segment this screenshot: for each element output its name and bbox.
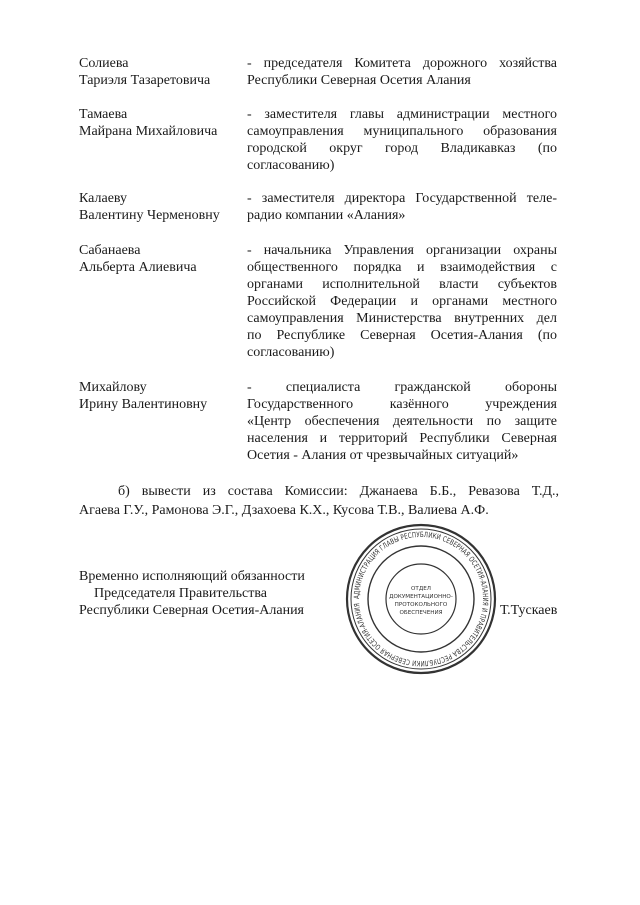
role-line: «Центр обеспечения деятельности по защите <box>247 414 557 429</box>
role-line: - заместителя директора Государственной теле- <box>247 191 557 206</box>
signer-name: Т.Тускаев <box>500 603 558 618</box>
signer-position <box>79 568 339 619</box>
member-name <box>79 106 244 140</box>
member-name <box>79 190 244 224</box>
role-line: городской округ город Владикавказ (по <box>247 141 557 156</box>
member-role <box>247 55 557 89</box>
member-role <box>247 242 557 361</box>
seal-center-line: ОБЕСПЕЧЕНИЯ <box>399 610 443 616</box>
signer-position-line: Председателя Правительства <box>94 586 268 601</box>
role-line: самоуправления Министерства внутренних дел <box>247 311 557 326</box>
role-line: согласованию) <box>247 158 335 173</box>
official-seal <box>344 522 498 676</box>
member-surname: Калаеву <box>79 191 128 206</box>
role-line: Осетия - Алания от чрезвычайных ситуаций» <box>247 448 519 463</box>
seal-center-line: ДОКУМЕНТАЦИОННО- <box>389 594 453 600</box>
member-given-names: Альберта Алиевича <box>79 260 197 275</box>
member-role <box>247 190 557 224</box>
seal-center-line: ПРОТОКОЛЬНОГО <box>394 602 448 608</box>
member-role <box>247 379 557 464</box>
role-line: по Республике Северная Осетия-Алания (по <box>247 328 557 343</box>
member-role <box>247 106 557 174</box>
seal-ring-textpath: АДМИНИСТРАЦИЯ ГЛАВЫ РЕСПУБЛИКИ СЕВЕРНАЯ ОСЕТИЯ-АЛАНИЯ И ПРАВИТЕЛЬСТВА РЕСПУБЛИКИ СЕВЕРНАЯ ОСЕТИЯ-АЛАНИЯ <box>351 529 491 669</box>
role-line: населения и территорий Республики Северная <box>247 431 557 446</box>
member-given-names: Ирину Валентиновну <box>79 397 208 412</box>
paragraph-line: б) вывести из состава Комиссии: Джанаева Б.Б., Ревазова Т.Д., <box>118 484 559 499</box>
seal-center-text <box>389 586 453 616</box>
role-line: самоуправления муниципального образования <box>247 124 557 139</box>
paragraph-line: Агаева Г.У., Рамонова Э.Г., Дзахоева К.Х., Кусова Т.В., Валиева А.Ф. <box>79 503 489 518</box>
member-given-names: Тариэля Тазаретовича <box>79 73 211 88</box>
role-line: общественного порядка и взаимодействия с <box>247 260 557 275</box>
member-surname: Солиева <box>79 56 129 71</box>
role-line: - специалиста гражданской обороны <box>247 380 557 395</box>
signer-position-line: Временно исполняющий обязанности <box>79 569 305 584</box>
member-name <box>79 242 244 276</box>
member-given-names: Валентину Черменовну <box>79 208 220 223</box>
role-line: Российской Федерации и органами местного <box>247 294 557 309</box>
member-given-names: Майрана Михайловича <box>79 124 218 139</box>
member-name <box>79 55 244 89</box>
signer-position-line: Республики Северная Осетия-Алания <box>79 603 304 618</box>
member-surname: Тамаева <box>79 107 128 122</box>
role-line: Республики Северная Осетия Алания <box>247 73 471 88</box>
role-line: - председателя Комитета дорожного хозяйства <box>247 56 557 71</box>
member-surname: Сабанаева <box>79 243 141 258</box>
removal-paragraph <box>79 482 559 520</box>
member-surname: Михайлову <box>79 380 147 395</box>
role-line: радио компании «Алания» <box>247 208 406 223</box>
role-line: - начальника Управления организации охраны <box>247 243 557 258</box>
seal-center-line: ОТДЕЛ <box>411 586 431 592</box>
role-line: органами исполнительной власти субъектов <box>247 277 557 292</box>
role-line: согласованию) <box>247 345 335 360</box>
role-line: Государственного казённого учреждения <box>247 397 557 412</box>
role-line: - заместителя главы администрации местного <box>247 107 557 122</box>
member-name <box>79 379 244 413</box>
